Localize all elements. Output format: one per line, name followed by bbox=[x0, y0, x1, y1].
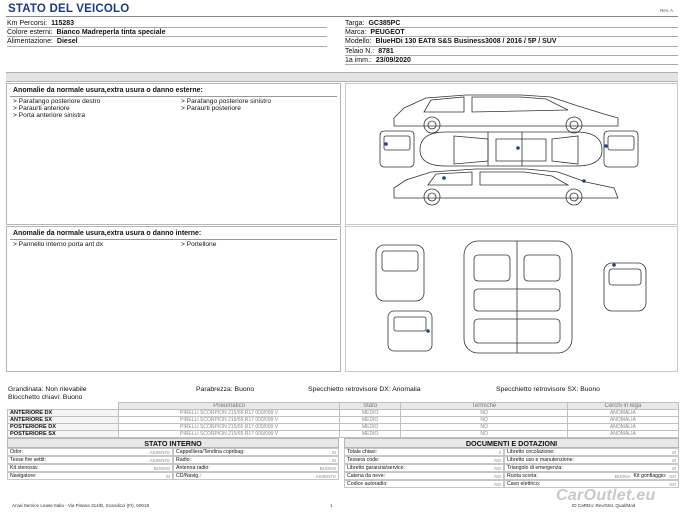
info-row-telaio: Telaio N.: 8781 bbox=[345, 47, 678, 56]
kv-cell: Libretto uso e manutenzione: SI bbox=[504, 456, 679, 464]
title-rule bbox=[6, 16, 678, 17]
chassis-value: 8781 bbox=[378, 47, 394, 55]
kv-cell: Cappelliera/Tendina copribag: SI bbox=[173, 448, 339, 456]
watermark: CarOutlet.eu bbox=[556, 487, 656, 504]
kv-cell: Cavo elettrico: NO bbox=[504, 480, 679, 488]
car-side-top bbox=[394, 95, 618, 126]
car-exterior-outline bbox=[346, 84, 679, 226]
info-row-marca: Marca: PEUGEOT bbox=[345, 28, 678, 37]
external-damage-title: Anomalie da normale usura,extra usura o danno esterne: bbox=[10, 84, 337, 97]
summary-grandinata: Grandinata: Non rilevabile bbox=[8, 386, 87, 393]
info-row-targa: Targa: GC385PC bbox=[345, 19, 678, 28]
damage-item: > Portellone bbox=[181, 241, 217, 248]
info-row-colore: Colore esterni: Bianco Madreperla tinta speciale bbox=[7, 28, 327, 37]
kv-cell: Navigatore: SI bbox=[7, 472, 173, 480]
interior-plan bbox=[464, 241, 572, 353]
kv-cell: Antenna radio: BUONO bbox=[173, 464, 339, 472]
damage-item: > Parafango posteriore sinistro bbox=[181, 98, 271, 105]
page-title: STATO DEL VEICOLO bbox=[8, 3, 130, 15]
model-value: BlueHDi 130 EAT8 S&S Business3008 / 2016 / 5P / SUV bbox=[375, 38, 557, 46]
kv-cell: Libretto garanzia/service: NO bbox=[344, 464, 504, 472]
registration-value: 23/09/2020 bbox=[375, 56, 411, 64]
info-row-immatricolazione: 1a imm.: 23/09/2020 bbox=[345, 56, 678, 65]
damage-item: > Pannello interno porta ant dx bbox=[13, 241, 103, 248]
tyres-header-row bbox=[8, 403, 679, 410]
kv-cell: CD/Navig.: ASSENTE bbox=[173, 472, 339, 480]
documenti-grid bbox=[344, 448, 679, 488]
revision-label: Rev. A bbox=[660, 8, 673, 13]
kv-cell: Libretto circolazione: SI bbox=[504, 448, 679, 456]
damage-marker bbox=[426, 329, 430, 333]
damage-marker bbox=[604, 144, 608, 148]
internal-car-diagram bbox=[345, 226, 678, 372]
car-interior-outline bbox=[346, 227, 679, 373]
table-row: ANTERIORE DX PIRELLI SCORPION 215/65 R17 000/099 V MEDIO NO ANOMALIA bbox=[8, 410, 679, 417]
external-damage-list bbox=[7, 97, 340, 120]
stato-interno-grid bbox=[7, 448, 339, 480]
km-value: 115283 bbox=[51, 20, 75, 27]
tyres-table bbox=[7, 402, 679, 438]
damage-item: > Parafango posteriore destro bbox=[13, 98, 101, 105]
footer-doc-id: ID CaRDo: Rev/Stst. Qual/Mod bbox=[572, 503, 636, 508]
kv-cell: Triangolo di emergenza: SI bbox=[504, 464, 679, 472]
damage-marker bbox=[442, 176, 446, 180]
kv-cell: Odor: ASSENTE bbox=[7, 448, 173, 456]
kv-cell: Kit stenosia: BUONO bbox=[7, 464, 173, 472]
documenti-title: DOCUMENTI E DOTAZIONI bbox=[344, 438, 679, 448]
vehicle-info-right bbox=[345, 19, 678, 65]
internal-damage-title: Anomalie da normale usura,extra usura o danno interne: bbox=[10, 227, 337, 240]
damage-marker bbox=[612, 263, 616, 267]
car-side-bottom bbox=[394, 169, 618, 198]
damage-item: > Paraurti anteriore bbox=[13, 105, 70, 112]
info-row-km: Km Percorsi: 115283 bbox=[7, 19, 327, 28]
fuel-value: Diesel bbox=[56, 38, 78, 46]
brand-value: PEUGEOT bbox=[370, 29, 405, 37]
table-row: POSTERIORE DX PIRELLI SCORPION 215/65 R17 000/099 V MEDIO NO ANOMALIA bbox=[8, 424, 679, 431]
damage-item: > Paraurti posteriore bbox=[181, 105, 241, 112]
footer-company: Arval Service Lease Italia - Via Pisana 314/B, Scandicci (FI), 50018 bbox=[12, 503, 150, 508]
kv-cell: Radio: SI bbox=[173, 456, 339, 464]
damage-marker bbox=[384, 142, 388, 146]
external-damage-panel bbox=[6, 83, 341, 225]
door-panel-left bbox=[376, 245, 424, 301]
door-panel-right bbox=[604, 263, 646, 311]
kv-cell: Tessera code: NO bbox=[344, 456, 504, 464]
header-cerchi: Cerchi in lega bbox=[567, 403, 678, 410]
summary-mirror-dx: Specchietto retrovisore DX: Anomalia bbox=[308, 386, 421, 393]
footer-page-number: 1 bbox=[330, 503, 333, 508]
stato-interno-title: STATO INTERNO bbox=[7, 438, 339, 448]
header-stato: Stato bbox=[339, 403, 401, 410]
plate-value: GC385PC bbox=[368, 20, 401, 27]
section-bar bbox=[6, 72, 678, 82]
vehicle-info-left bbox=[7, 19, 327, 47]
table-row: ANTERIORE SX PIRELLI SCORPION 215/65 R17 000/099 V MEDIO NO ANOMALIA bbox=[8, 417, 679, 424]
summary-parabrezza: Parabrezza: Buono bbox=[196, 386, 255, 393]
kv-cell: Catena da neve: NO bbox=[344, 472, 504, 480]
color-value: Bianco Madreperla tinta speciale bbox=[56, 29, 166, 37]
internal-damage-list bbox=[7, 240, 340, 249]
damage-marker bbox=[582, 179, 586, 183]
kv-cell: Codice autoradio: NO bbox=[344, 480, 504, 488]
damage-marker bbox=[516, 146, 520, 150]
external-car-diagram bbox=[345, 83, 678, 225]
header-pneumatico: Pneumatico bbox=[119, 403, 340, 410]
summary-mirror-sx: Specchietto retrovisore SX: Buono bbox=[496, 386, 600, 393]
info-row-modello: Modello: BlueHDi 130 EAT8 S&S Business3008 / 2016 / 5P / SUV bbox=[345, 37, 678, 46]
table-row: POSTERIORE SX PIRELLI SCORPION 215/65 R17 000/099 V MEDIO NO ANOMALIA bbox=[8, 431, 679, 438]
kv-cell: Ruota scorta: BUONA Kit gonfiaggio: NO bbox=[504, 472, 679, 480]
header-termiche: Termiche bbox=[401, 403, 567, 410]
info-row-alimentazione: Alimentazione: Diesel bbox=[7, 37, 327, 46]
summary-blocchetto: Blocchetto chiavi: Buono bbox=[8, 394, 83, 401]
kv-cell: Tesse fire settit: ASSENTE bbox=[7, 456, 173, 464]
kv-cell: Totale chiavi: 2 bbox=[344, 448, 504, 456]
damage-item: > Porta anteriore sinistra bbox=[13, 112, 86, 119]
internal-damage-panel bbox=[6, 226, 341, 372]
